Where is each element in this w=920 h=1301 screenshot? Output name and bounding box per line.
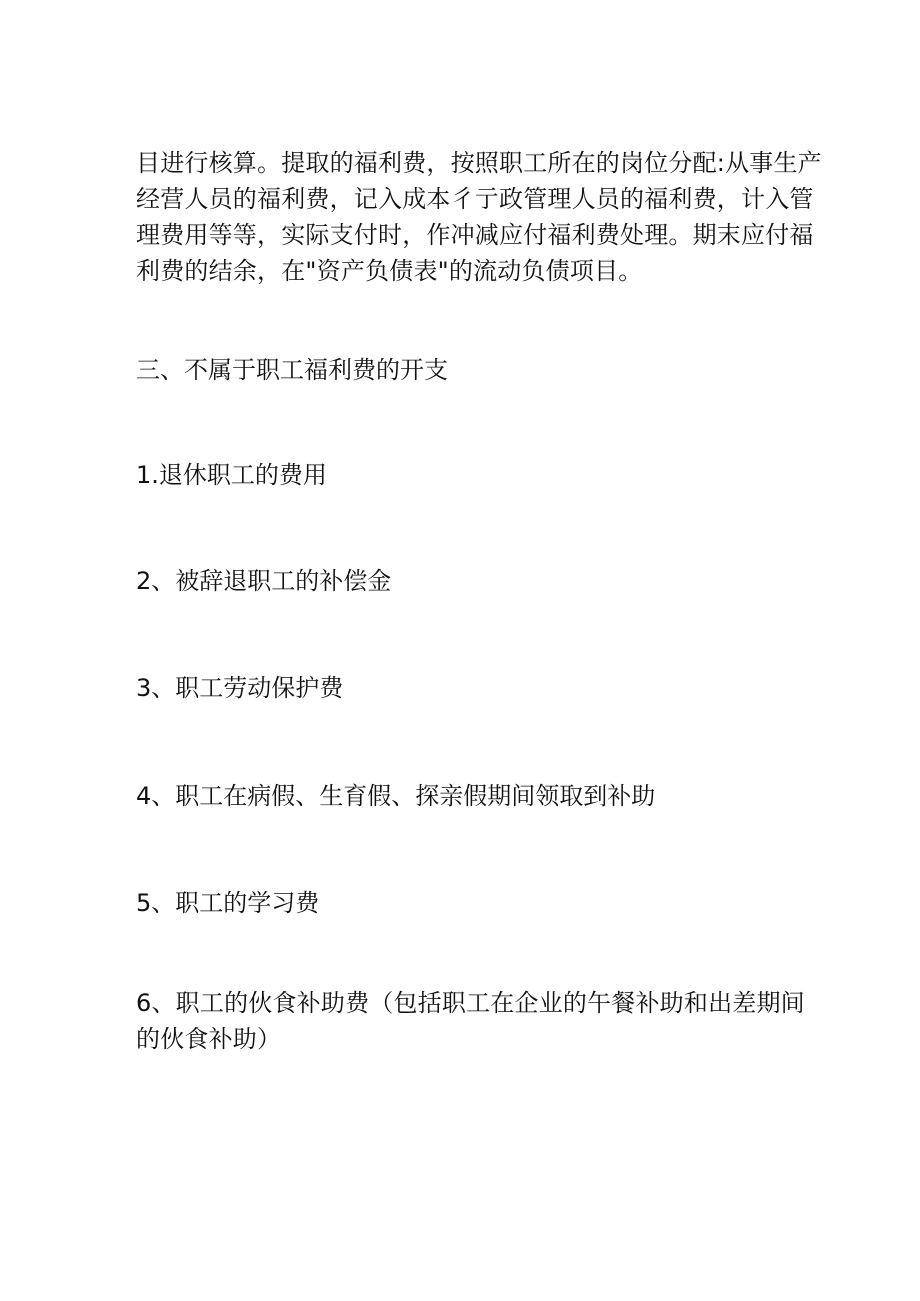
list-item-3: 3、职工劳动保护费 — [136, 674, 344, 702]
intro-line-4: 利费的结余，在"资产负债表"的流动负债项目。 — [136, 257, 643, 285]
list-item-4: 4、职工在病假、生育假、探亲假期间领取到补助 — [136, 782, 656, 810]
intro-paragraph — [136, 145, 822, 289]
section-heading: 三、不属于职工福利费的开支 — [136, 356, 448, 384]
intro-line-2: 经营人员的福利费，记入成本彳亍政管理人员的福利费，计入管 — [136, 185, 814, 213]
intro-line-3: 理费用等等，实际支付时，作冲减应付福利费处理。期末应付福 — [136, 221, 814, 249]
list-item-6-line-2: 的伙食补助） — [136, 1025, 282, 1053]
intro-line-1: 目进行核算。提取的福利费，按照职工所在的岗位分配:从事生产 — [136, 149, 822, 177]
list-item-6-line-1: 6、职工的伙食补助费（包括职工在企业的午餐补助和出差期间 — [136, 989, 805, 1017]
list-item-2: 2、被辞退职工的补偿金 — [136, 567, 392, 595]
list-item-1: 1.退休职工的费用 — [136, 461, 327, 489]
list-item-5: 5、职工的学习费 — [136, 889, 320, 917]
list-item-6 — [136, 985, 805, 1057]
